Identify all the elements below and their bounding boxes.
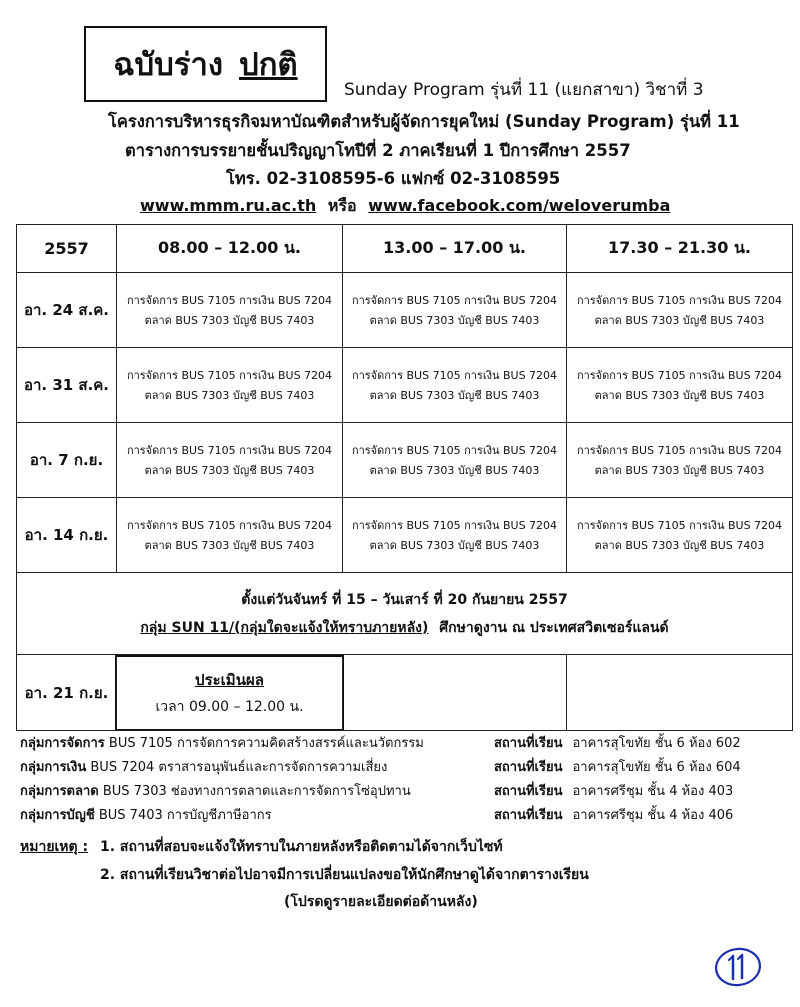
table-row	[17, 348, 793, 423]
group-location	[494, 732, 741, 753]
project-title: โครงการบริหารธุรกิจมหาบัณฑิตสำหรับผู้จัดการยุคใหม่ (Sunday Program) รุ่นที่ 11	[108, 112, 740, 131]
group-course: BUS 7204 ตราสารอนุพันธ์และการจัดการความเสี่ยง	[90, 760, 388, 775]
location-label: สถานที่เรียน	[494, 784, 563, 799]
website-link[interactable]: www.mmm.ru.ac.th	[140, 196, 317, 215]
evaluation-time: เวลา 09.00 – 12.00 น.	[155, 698, 304, 715]
course-line: การจัดการ BUS 7105 การเงิน BUS 7204	[576, 294, 783, 307]
time-slot-header: 08.00 – 12.00 น.	[117, 225, 343, 273]
contact-line: โทร. 02-3108595-6 แฟกซ์ 02-3108595	[226, 169, 561, 188]
empty-cell	[567, 655, 793, 731]
draft-status: ปกติ	[239, 47, 298, 83]
course-line: การจัดการ BUS 7105 การเงิน BUS 7204	[351, 519, 558, 532]
course-cell	[567, 348, 793, 423]
course-line: ตลาด BUS 7303 บัญชี BUS 7403	[594, 539, 765, 552]
course-line: การจัดการ BUS 7105 การเงิน BUS 7204	[126, 294, 333, 307]
table-header-row	[17, 225, 793, 273]
table-row	[17, 273, 793, 348]
evaluation-cell	[117, 655, 343, 731]
course-line: ตลาด BUS 7303 บัญชี BUS 7403	[369, 464, 540, 477]
study-trip-notice	[17, 573, 793, 655]
course-line: ตลาด BUS 7303 บัญชี BUS 7403	[144, 539, 315, 552]
handwritten-page-number	[712, 944, 764, 990]
time-slot-header: 17.30 – 21.30 น.	[567, 225, 793, 273]
course-line: การจัดการ BUS 7105 การเงิน BUS 7204	[351, 444, 558, 457]
course-line: ตลาด BUS 7303 บัญชี BUS 7403	[144, 314, 315, 327]
date-cell: อา. 21 ก.ย.	[17, 655, 117, 731]
table-row	[17, 423, 793, 498]
trip-group: กลุ่ม SUN 11/(กลุ่มใดจะแจ้งให้ทราบภายหลัง)	[140, 619, 429, 636]
table-row	[17, 498, 793, 573]
location-value: อาคารศรีชุม ชั้น 4 ห้อง 406	[572, 808, 734, 823]
list-item	[20, 732, 780, 756]
course-cell	[567, 498, 793, 573]
course-line: การจัดการ BUS 7105 การเงิน BUS 7204	[351, 369, 558, 382]
schedule-table	[16, 224, 793, 731]
or-label: หรือ	[327, 196, 357, 215]
remark-item: 2. สถานที่เรียนวิชาต่อไปอาจมีการเปลี่ยนแปลงขอให้นักศึกษาดูได้จากตารางเรียน	[100, 867, 589, 883]
course-cell	[343, 498, 567, 573]
course-line: การจัดการ BUS 7105 การเงิน BUS 7204	[576, 444, 783, 457]
course-line: การจัดการ BUS 7105 การเงิน BUS 7204	[126, 369, 333, 382]
date-cell: อา. 31 ส.ค.	[17, 348, 117, 423]
group-course: BUS 7105 การจัดการความคิดสร้างสรรค์และนวัตกรรม	[108, 736, 424, 751]
course-line: การจัดการ BUS 7105 การเงิน BUS 7204	[576, 369, 783, 382]
group-name: กลุ่มการบัญชี	[20, 808, 95, 823]
group-location	[494, 804, 733, 825]
course-line: ตลาด BUS 7303 บัญชี BUS 7403	[594, 389, 765, 402]
course-cell	[343, 273, 567, 348]
facebook-link[interactable]: www.facebook.com/weloverumba	[368, 196, 671, 215]
draft-status-box	[84, 26, 327, 102]
course-line: การจัดการ BUS 7105 การเงิน BUS 7204	[126, 519, 333, 532]
course-cell	[117, 423, 343, 498]
course-line: ตลาด BUS 7303 บัญชี BUS 7403	[144, 389, 315, 402]
location-value: อาคารสุโขทัย ชั้น 6 ห้อง 602	[572, 736, 741, 751]
course-line: ตลาด BUS 7303 บัญชี BUS 7403	[369, 314, 540, 327]
trip-details	[17, 614, 792, 642]
group-name: กลุ่มการเงิน	[20, 760, 87, 775]
evaluation-title: ประเมินผล	[195, 670, 264, 689]
date-cell: อา. 14 ก.ย.	[17, 498, 117, 573]
evaluation-row	[17, 655, 793, 731]
course-line: การจัดการ BUS 7105 การเงิน BUS 7204	[126, 444, 333, 457]
list-item	[20, 780, 780, 804]
list-item	[20, 756, 780, 780]
evaluation-box	[115, 655, 344, 731]
course-cell	[567, 423, 793, 498]
group-location	[494, 756, 741, 777]
location-label: สถานที่เรียน	[494, 736, 563, 751]
time-slot-header: 13.00 – 17.00 น.	[343, 225, 567, 273]
group-name: กลุ่มการจัดการ	[20, 736, 105, 751]
draft-label: ฉบับร่าง	[113, 47, 224, 83]
date-cell: อา. 24 ส.ค.	[17, 273, 117, 348]
course-line: ตลาด BUS 7303 บัญชี BUS 7403	[144, 464, 315, 477]
schedule-title: ตารางการบรรยายชั้นปริญญาโทปีที่ 2 ภาคเรียนที่ 1 ปีการศึกษา 2557	[125, 141, 631, 160]
course-cell	[117, 498, 343, 573]
course-line: การจัดการ BUS 7105 การเงิน BUS 7204	[576, 519, 783, 532]
date-cell: อา. 7 ก.ย.	[17, 423, 117, 498]
course-line: ตลาด BUS 7303 บัญชี BUS 7403	[594, 314, 765, 327]
course-cell	[343, 423, 567, 498]
year-header: 2557	[17, 225, 117, 273]
group-course: BUS 7403 การบัญชีภาษีอากร	[98, 808, 272, 823]
empty-cell	[343, 655, 567, 731]
remarks-label: หมายเหตุ :	[20, 839, 89, 855]
remark-item: 1. สถานที่สอบจะแจ้งให้ทราบในภายหลังหรือติดตามได้จากเว็บไซท์	[100, 839, 503, 855]
course-cell	[117, 348, 343, 423]
see-back-note: (โปรดดูรายละเอียดต่อด้านหลัง)	[284, 894, 478, 910]
group-name: กลุ่มการตลาด	[20, 784, 99, 799]
course-groups	[20, 732, 780, 828]
location-value: อาคารศรีชุม ชั้น 4 ห้อง 403	[572, 784, 734, 799]
program-line: Sunday Program รุ่นที่ 11 (แยกสาขา) วิชาที่ 3	[344, 80, 704, 100]
location-value: อาคารสุโขทัย ชั้น 6 ห้อง 604	[572, 760, 741, 775]
study-trip-row	[17, 573, 793, 655]
course-cell	[117, 273, 343, 348]
course-line: ตลาด BUS 7303 บัญชี BUS 7403	[369, 389, 540, 402]
course-line: ตลาด BUS 7303 บัญชี BUS 7403	[369, 539, 540, 552]
trip-destination: ศึกษาดูงาน ณ ประเทศสวิตเซอร์แลนด์	[439, 619, 669, 636]
list-item	[20, 804, 780, 828]
course-line: ตลาด BUS 7303 บัญชี BUS 7403	[594, 464, 765, 477]
course-line: การจัดการ BUS 7105 การเงิน BUS 7204	[351, 294, 558, 307]
trip-dates: ตั้งแต่วันจันทร์ ที่ 15 – วันเสาร์ ที่ 20 กันยายน 2557	[241, 591, 568, 608]
course-cell	[567, 273, 793, 348]
location-label: สถานที่เรียน	[494, 808, 563, 823]
course-cell	[343, 348, 567, 423]
group-course: BUS 7303 ช่องทางการตลาดและการจัดการโซ่อุปทาน	[102, 784, 411, 799]
web-links	[140, 194, 670, 219]
location-label: สถานที่เรียน	[494, 760, 563, 775]
group-location	[494, 780, 733, 801]
